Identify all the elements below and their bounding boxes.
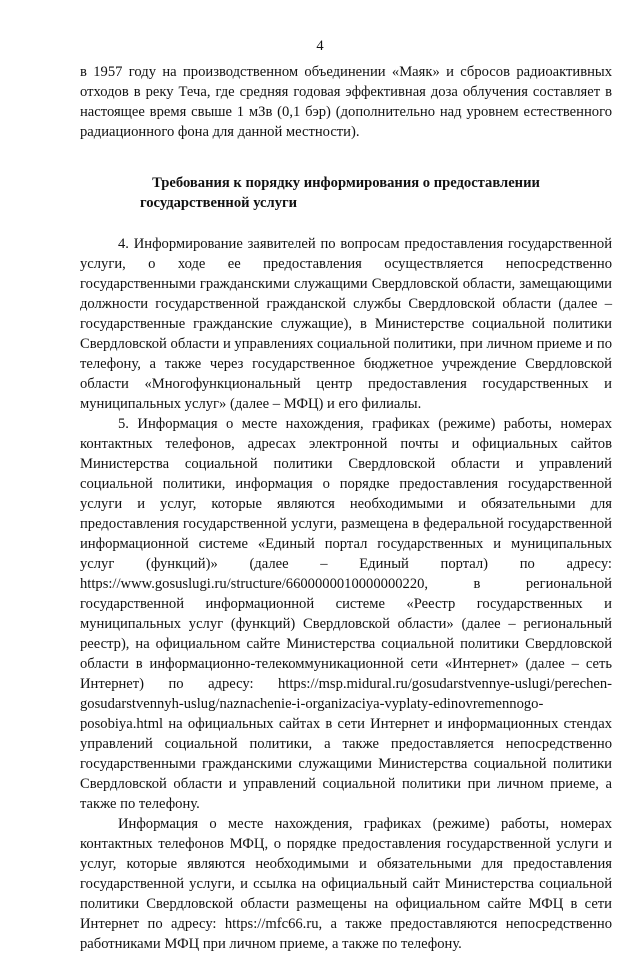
paragraph-intro: в 1957 году на производственном объединении «Маяк» и сбросов радиоактивных отходов в реку Теча, где средняя годовая эффективная доза облучения составляет в настоящее время свыше 1 мЗв (0,1 бэр) (дополнительно над уровнем естественного радиационного фона для данной местности).: [80, 64, 612, 140]
paragraph-item-4: 4. Информирование заявителей по вопросам предоставления государственной услуги, о ходе ее предоставления осуществляется непосредственно государственными гражданскими служащими Свердловской области, замещающими должности государственной гражданской службы Свердловской области (далее – государственные гражданские служащие), в Министерстве социальной политики Свердловской области и управлениях социальной политики, при личном приеме и по телефону, а также через государственное бюджетное учреждение Свердловской области «Многофункциональный центр предоставления государственных и муниципальных услуг» (далее – МФЦ) и его филиалы.: [80, 236, 612, 412]
page-number: 4: [316, 38, 324, 54]
paragraph-item-5: 5. Информация о месте нахождения, графиках (режиме) работы, номерах контактных телефонов, адресах электронной почты и официальных сайтов Министерства социальной политики Свердловской области и управлений социальной политики, информация о порядке предоставления государственной услуги и услуг, которые являются необходимыми и обязательными для предоставления государственной услуги, размещена в федеральной государственной информационной системе «Единый портал государственных и муниципальных услуг (функций)» (далее – Единый портал) по адресу: https://www.gosuslugi.ru/structure/6600000010000000220, в региональной государственной информационной системе «Реестр государственных и муниципальных услуг (функций) Свердловской области» (далее – региональный реестр), на официальном сайте Министерства социальной политики Свердловской области в информационно-телекоммуникационной сети «Интернет» (далее – сеть Интернет) по адресу: https://msp.midural.ru/gosudarstvennye-uslugi/perechen-gosudarstvennyh-uslug/naznachenie-i-organizaciya-vyplaty-edinovremennogo-posobiya.html на официальных сайтах в сети Интернет и информационных стендах управлений социальной политики, а также предоставляется непосредственно государственными гражданскими служащими Министерства социальной политики Свердловской области и управлений социальной политики при личном приеме, а также по телефону.: [80, 416, 612, 812]
document-body: [80, 62, 612, 954]
paragraph-mfc-info: Информация о месте нахождения, графиках (режиме) работы, номерах контактных телефонов МФЦ, о порядке предоставления государственной услуги и услуг, которые являются необходимыми и обязательными для предоставления государственной услуги, и ссылка на официальный сайт Министерства социальной политики Свердловской области размещены на официальном сайте МФЦ в сети Интернет по адресу: https://mfc66.ru, а также предоставляются непосредственно работниками МФЦ при личном приеме, а также по телефону.: [80, 816, 612, 952]
section-heading: Требования к порядку информирования о предоставлении государственной услуги: [140, 175, 540, 211]
